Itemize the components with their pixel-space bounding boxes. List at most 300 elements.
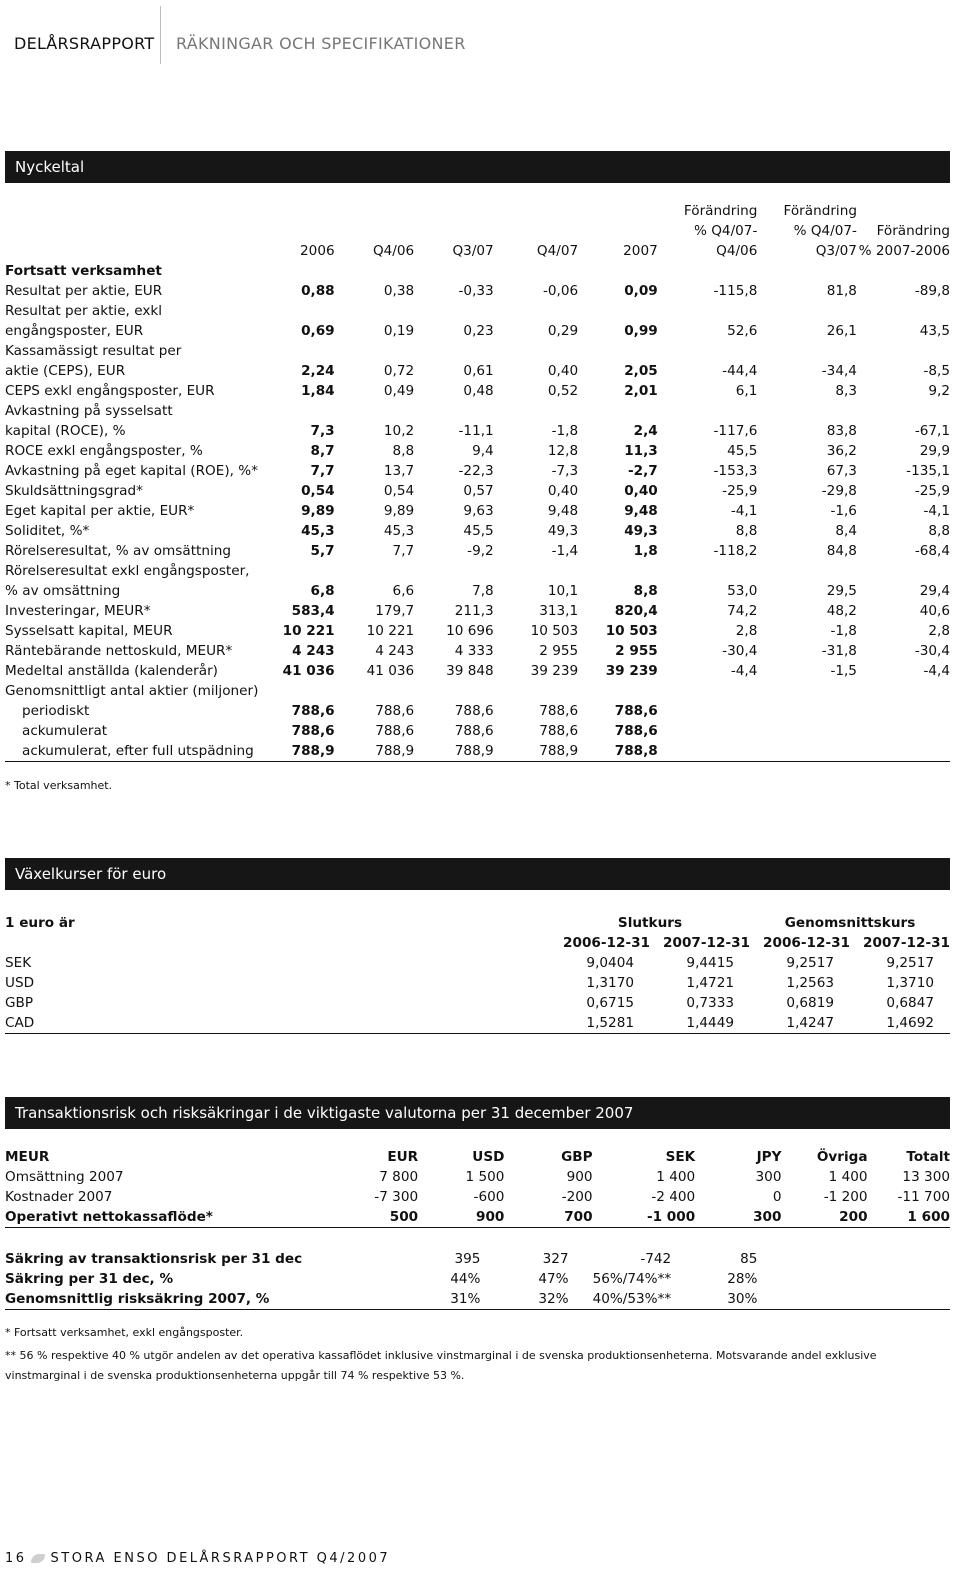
cell-value: 47% (538, 1271, 569, 1287)
cell-value: -11 700 (897, 1189, 950, 1205)
cell-value: 29,4 (919, 583, 950, 599)
column-header: USD (472, 1149, 505, 1165)
table-row (5, 701, 950, 721)
cell-value: 7,3 (310, 423, 335, 439)
cell-value (857, 721, 950, 741)
cell-value: 200 (781, 1207, 867, 1228)
genomsnittskurs-head: Genomsnittskurs (784, 915, 916, 931)
cell-value: 30% (695, 1289, 781, 1310)
header-blank (5, 221, 258, 241)
table-row (5, 281, 950, 301)
cell-value: -2 400 (651, 1189, 696, 1205)
table-row (5, 721, 950, 741)
transaktionsrisk-footnote-1: * Fortsatt verksamhet, exkl engångsposter. (5, 1326, 244, 1339)
cell-value (868, 1249, 950, 1269)
column-header (335, 201, 415, 221)
cell-value: 74,2 (727, 603, 758, 619)
table-row (5, 321, 950, 341)
label-continuation-row (5, 681, 950, 701)
cell-value (757, 741, 857, 762)
cell-value: 10 221 (282, 623, 335, 639)
cell-value: 41 036 (366, 663, 415, 679)
cell-value: 67,3 (826, 463, 857, 479)
table-row (5, 661, 950, 681)
row-label: aktie (CEPS), EUR (5, 363, 126, 379)
vaxelkurser-title-bar (5, 858, 950, 890)
cell-value: -25,9 (722, 483, 758, 499)
column-header: 2007 (623, 243, 658, 259)
cell-value: 2,4 (633, 423, 658, 439)
row-label-pre: Rörelseresultat exkl engångsposter, (5, 563, 250, 579)
cell-value: 5,7 (310, 543, 335, 559)
header-blank (5, 933, 550, 953)
cell-value: 0,40 (547, 483, 579, 499)
table-row (5, 481, 950, 501)
rate-value: 1,4449 (650, 1013, 750, 1034)
row-label: Omsättning 2007 (5, 1169, 124, 1185)
row-label: engångsposter, EUR (5, 323, 144, 339)
column-header: Q4/06 (372, 243, 415, 259)
table-row (5, 641, 950, 661)
rate-value: 1,4721 (686, 975, 734, 991)
rate-value: 1,5281 (550, 1013, 650, 1034)
page-footer (5, 1551, 390, 1566)
transaktionsrisk-footnote-2: ** 56 % respektive 40 % utgör andelen av det operativa kassaflödet inklusive vinstmarginal i de svenska produktionsenheterna. Motsvarande andel exklusive vinstmarginal i de svenska produktionsenheterna uppgår till 74 % respektive 53 %. (5, 1349, 877, 1382)
cell-value: 45,5 (463, 523, 494, 539)
rate-label-head: 1 euro är (5, 915, 75, 931)
column-header: Förändring (876, 223, 950, 239)
nyckeltal-title: Nyckeltal (15, 158, 85, 176)
cell-value: 1 600 (868, 1207, 950, 1228)
cell-value: 0,40 (624, 483, 658, 499)
cell-value: 0,48 (463, 383, 494, 399)
cell-value: 31% (418, 1289, 504, 1310)
table-row (5, 381, 950, 401)
cell-value: -1,8 (830, 623, 857, 639)
row-label: Resultat per aktie, EUR (5, 283, 163, 299)
cell-value: 700 (504, 1207, 592, 1228)
header-blank (5, 241, 258, 261)
cell-value: 9,48 (547, 503, 579, 519)
cell-value: 7,7 (392, 543, 415, 559)
nyckeltal-footnote: * Total verksamhet. (5, 779, 113, 792)
cell-value: 6,1 (735, 383, 758, 399)
currency-label: GBP (5, 995, 34, 1011)
cell-value: 788,6 (375, 723, 415, 739)
cell-value: 85 (740, 1251, 758, 1267)
cell-value: 211,3 (454, 603, 494, 619)
column-header: Q3/07 (452, 243, 494, 259)
cell-value: 9,2 (928, 383, 950, 399)
row-label-pre: Genomsnittligt antal aktier (miljoner) (5, 683, 259, 699)
row-label: Soliditet, %* (5, 523, 90, 539)
table-row (5, 501, 950, 521)
cell-value (658, 701, 758, 721)
cell-value: 300 (755, 1169, 782, 1185)
column-header: Totalt (906, 1149, 950, 1165)
cell-value: 1,84 (301, 383, 335, 399)
cell-value: 0,88 (301, 283, 335, 299)
cell-value (333, 1289, 418, 1310)
rate-value: 1,4247 (750, 1013, 850, 1034)
label-continuation-row (5, 561, 950, 581)
cell-value: 300 (695, 1207, 781, 1228)
cell-value: 1 400 (828, 1169, 868, 1185)
cell-value: 0 (772, 1189, 782, 1205)
cell-value: 820,4 (614, 603, 658, 619)
cell-value: 1,8 (633, 543, 658, 559)
cell-value: 8,4 (835, 523, 857, 539)
table-row (5, 621, 950, 641)
currency-label: USD (5, 975, 35, 991)
cell-value: 788,8 (578, 741, 658, 762)
cell-value: -1,6 (830, 503, 857, 519)
rate-value: 9,4415 (686, 955, 734, 971)
date-header: 2007-12-31 (663, 935, 750, 951)
cell-value: 4 243 (292, 643, 335, 659)
cell-value (757, 701, 857, 721)
cell-value: 788,9 (414, 741, 494, 762)
cell-value: 39 239 (530, 663, 579, 679)
cell-value: 500 (333, 1207, 418, 1228)
cell-value: 327 (542, 1251, 569, 1267)
rate-value: 0,7333 (686, 995, 734, 1011)
cell-value: -67,1 (914, 423, 950, 439)
table-row (5, 1013, 950, 1034)
table-row (5, 953, 950, 973)
cell-value: 49,3 (624, 523, 658, 539)
cell-value: 49,3 (547, 523, 579, 539)
cell-value: 1 500 (465, 1169, 505, 1185)
group-row (5, 261, 950, 281)
cell-value: -11,1 (458, 423, 494, 439)
cell-value: -22,3 (458, 463, 494, 479)
rate-value: 0,6847 (886, 995, 934, 1011)
cell-value: 53,0 (727, 583, 758, 599)
nyckeltal-table (5, 201, 950, 762)
cell-value: -1 200 (823, 1189, 868, 1205)
row-label: Avkastning på eget kapital (ROE), %* (5, 463, 258, 479)
cell-value: 9,89 (301, 503, 335, 519)
cell-value: 0,54 (301, 483, 335, 499)
cell-value: 2,8 (928, 623, 950, 639)
table-row (5, 361, 950, 381)
cell-value: 9,48 (624, 503, 658, 519)
cell-value: 2,8 (735, 623, 758, 639)
date-header-row (5, 933, 950, 953)
cell-value: 39 848 (446, 663, 494, 679)
row-label: Säkring av transaktionsrisk per 31 dec (5, 1251, 303, 1267)
cell-value: 7,8 (472, 583, 494, 599)
cell-value: 0,57 (463, 483, 494, 499)
row-label-pre: Resultat per aktie, exkl (5, 303, 163, 319)
cell-value: 2 955 (539, 643, 579, 659)
cell-value: 0,19 (383, 323, 415, 339)
column-header (258, 201, 335, 221)
cell-value: 11,3 (624, 443, 658, 459)
cell-value: 10 221 (366, 623, 415, 639)
cell-value: -44,4 (722, 363, 758, 379)
column-header: MEUR (5, 1149, 50, 1165)
cell-value: -0,33 (458, 283, 494, 299)
cell-value: 56%/74%** (592, 1271, 672, 1287)
column-header: Q4/07 (536, 243, 579, 259)
footer-text: STORA ENSO DELÅRSRAPPORT Q4/2007 (50, 1551, 391, 1566)
cell-value: 45,5 (727, 443, 758, 459)
table-row (5, 421, 950, 441)
cell-value: 0,29 (547, 323, 579, 339)
cell-value: 29,5 (826, 583, 857, 599)
cell-value: 0,99 (624, 323, 658, 339)
cell-value (781, 1289, 867, 1310)
table-row (5, 1187, 950, 1207)
row-label: Genomsnittlig risksäkring 2007, % (5, 1289, 333, 1310)
cell-value: -4,1 (923, 503, 950, 519)
cell-value: 788,6 (291, 723, 335, 739)
cell-value: 9,63 (463, 503, 494, 519)
column-header: Övriga (816, 1149, 868, 1165)
cell-value: 788,9 (335, 741, 415, 762)
rate-value: 1,2563 (786, 975, 834, 991)
cell-value: 7 800 (379, 1169, 419, 1185)
cell-value: 40,6 (919, 603, 950, 619)
cell-value: -68,4 (914, 543, 950, 559)
cell-value: -89,8 (914, 283, 950, 299)
cell-value (857, 701, 950, 721)
cell-value: 788,6 (291, 703, 335, 719)
page-number: 16 (5, 1551, 27, 1566)
cell-value: -7,3 (551, 463, 579, 479)
cell-value: 1 400 (656, 1169, 696, 1185)
row-label: Sysselsatt kapital, MEUR (5, 623, 173, 639)
row-label-pre: Avkastning på sysselsatt (5, 403, 173, 419)
rate-value: 0,6715 (586, 995, 634, 1011)
cell-value: 788,6 (539, 723, 579, 739)
spacer-row (5, 1228, 950, 1250)
label-continuation-row (5, 341, 950, 361)
cell-value: 0,61 (463, 363, 494, 379)
cell-value: 10,1 (547, 583, 579, 599)
row-label: Eget kapital per aktie, EUR* (5, 503, 195, 519)
cell-value: 40%/53%** (593, 1289, 696, 1310)
cell-value: -9,2 (467, 543, 494, 559)
cell-value: 84,8 (826, 543, 857, 559)
slutkurs-head: Slutkurs (617, 915, 683, 931)
cell-value (333, 1249, 418, 1269)
column-header: % Q4/07- (793, 223, 857, 239)
stora-enso-leaf-icon (31, 1554, 45, 1563)
cell-value: -30,4 (722, 643, 758, 659)
cell-value: 45,3 (301, 523, 335, 539)
cell-value: 10 696 (446, 623, 494, 639)
cell-value: 12,8 (547, 443, 579, 459)
cell-value: 8,7 (310, 443, 335, 459)
cell-value (781, 1249, 867, 1269)
row-label: periodiskt (22, 703, 90, 719)
cell-value: 10 503 (530, 623, 579, 639)
currency-label: CAD (5, 1013, 550, 1034)
nyckeltal-header-row (5, 241, 950, 261)
cell-value: 36,2 (826, 443, 857, 459)
column-header: % 2007-2006 (858, 243, 950, 259)
row-label: % av omsättning (5, 583, 121, 599)
cell-value: -115,8 (713, 283, 758, 299)
cell-value: 8,3 (835, 383, 857, 399)
cell-value: 10,2 (383, 423, 415, 439)
cell-value: 52,6 (727, 323, 758, 339)
cell-value (868, 1289, 950, 1310)
cell-value: 43,5 (919, 323, 950, 339)
cell-value: 0,72 (383, 363, 415, 379)
group-label: Fortsatt verksamhet (5, 263, 162, 279)
table-row (5, 441, 950, 461)
cell-value: 900 (418, 1207, 504, 1228)
cell-value (868, 1269, 950, 1289)
cell-value: 788,6 (454, 703, 494, 719)
cell-value: -25,9 (914, 483, 950, 499)
cell-value: -1,5 (830, 663, 857, 679)
rate-value: 0,6819 (786, 995, 834, 1011)
cell-value: 83,8 (826, 423, 857, 439)
cell-value: 28% (727, 1271, 758, 1287)
cell-value: 2,01 (624, 383, 658, 399)
cell-value: 9,89 (383, 503, 415, 519)
cell-value: -4,4 (730, 663, 758, 679)
cell-value: -7 300 (374, 1189, 419, 1205)
cell-value: 0,09 (624, 283, 658, 299)
cell-value: -8,5 (923, 363, 950, 379)
label-continuation-row (5, 401, 950, 421)
cell-value: -200 (561, 1189, 593, 1205)
cell-value: -4,1 (730, 503, 758, 519)
cell-value: 41 036 (282, 663, 335, 679)
cell-value: -742 (640, 1251, 672, 1267)
cell-value: 6,8 (310, 583, 335, 599)
transaktionsrisk-title: Transaktionsrisk och risksäkringar i de viktigaste valutorna per 31 december 2007 (15, 1104, 634, 1122)
cell-value: -1,4 (551, 543, 579, 559)
cell-value: -31,8 (821, 643, 857, 659)
row-label: Rörelseresultat, % av omsättning (5, 543, 231, 559)
cell-value: -4,4 (923, 663, 950, 679)
column-header: GBP (561, 1149, 593, 1165)
table-row (5, 1207, 950, 1228)
table-row (5, 1167, 950, 1187)
cell-value: 788,6 (614, 703, 658, 719)
cell-value: 395 (454, 1251, 481, 1267)
table-row (5, 993, 950, 1013)
cell-value: 788,9 (258, 741, 335, 762)
cell-value: -29,8 (821, 483, 857, 499)
row-label: Säkring per 31 dec, % (5, 1271, 174, 1287)
column-header (414, 201, 494, 221)
table-row (5, 521, 950, 541)
column-header: Förändring (683, 203, 758, 219)
cell-value: 0,38 (383, 283, 415, 299)
nyckeltal-header-row (5, 201, 950, 221)
column-header (335, 221, 415, 241)
cell-value: 583,4 (291, 603, 335, 619)
table-row (5, 581, 950, 601)
cell-value: 0,52 (547, 383, 579, 399)
table-row (5, 541, 950, 561)
row-label: Medeltal anställda (kalenderår) (5, 663, 218, 679)
rate-value: 9,0404 (586, 955, 634, 971)
date-header: 2007-12-31 (863, 935, 950, 951)
cell-value: 179,7 (375, 603, 415, 619)
column-header (857, 201, 950, 221)
label-continuation-row (5, 301, 950, 321)
cell-value: 44% (450, 1271, 481, 1287)
cell-value (658, 721, 758, 741)
transaktionsrisk-header-row (5, 1147, 950, 1167)
cell-value: 29,9 (919, 443, 950, 459)
row-label: CEPS exkl engångsposter, EUR (5, 383, 215, 399)
row-label: ROCE exkl engångsposter, % (5, 443, 203, 459)
table-row (5, 741, 950, 762)
table-row (5, 601, 950, 621)
column-header: Q4/06 (716, 243, 758, 259)
column-header (578, 201, 658, 221)
date-header: 2006-12-31 (763, 935, 850, 951)
page-header (0, 0, 960, 80)
cell-value (333, 1269, 418, 1289)
cell-value: 0,23 (463, 323, 494, 339)
column-header: EUR (387, 1149, 419, 1165)
cell-value: 4 243 (375, 643, 415, 659)
column-header: JPY (756, 1149, 782, 1165)
cell-value: 32% (504, 1289, 592, 1310)
header-blank (5, 201, 258, 221)
rate-value: 1,4692 (850, 1013, 950, 1034)
table-row (5, 973, 950, 993)
cell-value: 0,54 (383, 483, 415, 499)
row-label: Operativt nettokassaflöde* (5, 1207, 333, 1228)
cell-value: 13 300 (902, 1169, 950, 1185)
row-label: Kostnader 2007 (5, 1189, 113, 1205)
cell-value: 788,6 (614, 723, 658, 739)
cell-value: 2,05 (624, 363, 658, 379)
hedge-row (5, 1269, 950, 1289)
column-header: Q3/07 (815, 243, 857, 259)
report-section: DELÅRSRAPPORT (14, 34, 155, 53)
cell-value: 13,7 (383, 463, 415, 479)
nyckeltal-header-row (5, 221, 950, 241)
cell-value: 7,7 (310, 463, 335, 479)
rate-value: 1,3170 (586, 975, 634, 991)
cell-value: 788,6 (375, 703, 415, 719)
cell-value: -117,6 (713, 423, 758, 439)
cell-value: 788,9 (494, 741, 578, 762)
cell-value (658, 741, 758, 762)
cell-value: 6,6 (392, 583, 415, 599)
cell-value: 0,69 (301, 323, 335, 339)
column-header (494, 201, 578, 221)
date-header: 2006-12-31 (563, 935, 650, 951)
column-header: SEK (665, 1149, 696, 1165)
cell-value: -2,7 (628, 463, 658, 479)
column-header: Förändring (783, 203, 857, 219)
cell-value: -600 (473, 1189, 505, 1205)
column-header (414, 221, 494, 241)
cell-value: 8,8 (392, 443, 415, 459)
cell-value: 900 (566, 1169, 593, 1185)
rate-value: 9,2517 (786, 955, 834, 971)
column-header: % Q4/07- (693, 223, 758, 239)
transaktionsrisk-title-bar (5, 1097, 950, 1129)
cell-value: 10 503 (605, 623, 658, 639)
cell-value: -118,2 (713, 543, 758, 559)
header-divider (160, 6, 161, 64)
